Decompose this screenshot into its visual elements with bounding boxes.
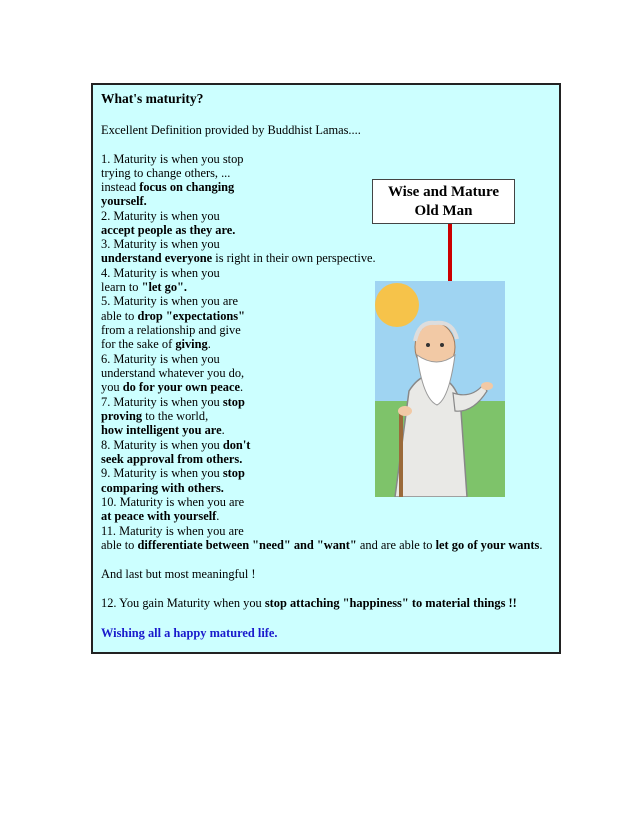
text-run: . [539,538,543,552]
list-line [101,495,244,509]
bold-phrase: how intelligent you are [101,423,222,437]
text-run: 10. Maturity is when you are [101,495,245,509]
text-run: is right in their own perspective. [212,251,376,265]
intro-text: Excellent Definition provided by Buddhist Lamas.... [101,123,361,137]
text-run: learn to [101,280,142,294]
text-run: 4. Maturity is when you [101,266,220,280]
text-run: from a relationship and give [101,323,241,337]
text-run: 9. Maturity is when you [101,466,223,480]
text-run: able to [101,538,138,552]
text-run: 11. Maturity is when you are [101,524,244,538]
bold-phrase: seek approval from others. [101,452,243,466]
bold-phrase: "let go". [141,280,188,294]
bold-phrase: focus on changing [139,180,235,194]
list-line [101,323,241,337]
text-run: understand whatever you do, [101,366,245,380]
text-run: . [216,509,220,523]
list-line [101,294,238,308]
callout-line-2: Old Man [414,203,473,219]
bold-phrase: at peace with yourself [101,509,217,523]
list-line [101,452,242,466]
list-line [101,481,224,495]
list-line [101,524,244,538]
list-line [101,567,256,581]
list-line [101,596,517,610]
bold-phrase: accept people as they are. [101,223,236,237]
page-title: What's maturity? [101,91,204,106]
list-line [101,509,219,523]
text-run: . [221,423,225,437]
list-line [101,223,235,237]
text-run: 3. Maturity is when you [101,237,220,251]
list-line [101,237,220,251]
list-line [101,309,245,323]
list-line [101,352,220,366]
list-line [101,366,244,380]
closing-text: Wishing all a happy matured life. [101,626,278,640]
text-run: you [101,380,123,394]
list-line [101,251,376,265]
text-run: 8. Maturity is when you [101,438,223,452]
list-line [101,152,244,166]
list-line [101,395,245,409]
text-run: 7. Maturity is when you [101,395,223,409]
list-line [101,280,187,294]
list-line [101,337,211,351]
text-run: . [207,337,211,351]
list-line [101,466,245,480]
list-line [101,266,220,280]
bold-phrase: let go of your wants [435,538,540,552]
wise-old-man-illustration [375,281,505,497]
text-run: and are able to [356,538,436,552]
bold-phrase: giving [175,337,208,351]
bold-phrase: drop "expectations" [137,309,245,323]
bold-phrase: stop attaching "happiness" to material things !! [264,596,517,610]
bold-phrase: yourself. [101,194,147,208]
bold-phrase: comparing with others. [101,481,224,495]
sun-icon [375,283,419,327]
text-run: able to [101,309,138,323]
list-line [101,380,243,394]
text-run: 1. Maturity is when you stop [101,152,244,166]
list-line [101,209,220,223]
text-run: 12. You gain Maturity when you [101,596,265,610]
list-line [101,438,250,452]
text-run: And last but most meaningful ! [101,567,256,581]
text-run: 6. Maturity is when you [101,352,220,366]
bold-phrase: understand everyone [101,251,213,265]
bold-phrase: stop [222,395,245,409]
text-run: 2. Maturity is when you [101,209,220,223]
text-run: for the sake of [101,337,176,351]
bold-phrase: stop [222,466,245,480]
text-run: trying to change others, ... [101,166,231,180]
bold-phrase: don't [222,438,251,452]
text-run: 5. Maturity is when you are [101,294,238,308]
text-run: instead [101,180,140,194]
list-line [101,538,542,552]
list-line [101,180,234,194]
list-line [101,409,208,423]
text-run: to the world, [142,409,209,423]
list-line [101,166,230,180]
list-line [101,423,225,437]
bold-phrase: do for your own peace [122,380,240,394]
bold-phrase: differentiate between "need" and "want" [137,538,357,552]
bold-phrase: proving [101,409,143,423]
callout-label [372,179,515,224]
list-line [101,194,147,208]
callout-line-1: Wise and Mature [387,184,500,200]
text-run: . [239,380,244,394]
